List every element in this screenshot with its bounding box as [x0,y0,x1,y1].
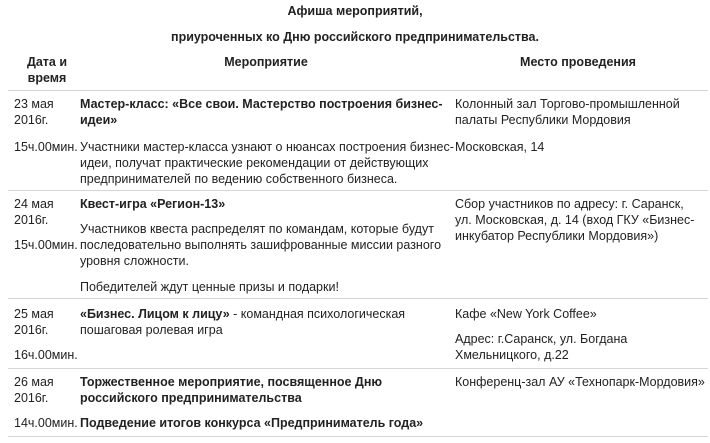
row-place: инкубатор Республики Мордовия») [455,229,659,243]
row-title: Торжественное мероприятие, посвященное Дню [80,375,383,389]
row-title [80,306,405,322]
row-title-bold: «Бизнес. Лицом к лицу» [80,307,230,321]
row-date: 23 мая [14,97,54,111]
row-title: Квест-игра «Регион-13» [80,197,226,211]
row-date: 24 мая [14,197,54,211]
row-desc: пошаговая ролевая игра [80,323,223,337]
row-desc: идеи, получат практические рекомендации от действующих [80,156,429,170]
row-title-cont: идеи» [80,113,118,127]
row-place: ул. Московская, д. 14 (вход ГКУ «Бизнес- [455,213,695,227]
doc-title-line1: Афиша мероприятий, [287,4,423,18]
header-date-line1: Дата и [26,55,68,69]
row-desc: уровня сложности. [80,254,189,268]
row-date: 25 мая [14,307,54,321]
row-time: 16ч.00мин. [14,348,78,362]
row-title: Мастер-класс: «Все свои. Мастерство построения бизнес- [80,97,443,111]
row-year: 2016г. [14,213,49,227]
row-divider [8,298,708,299]
row-place-address: Хмельницкого, д.22 [455,348,569,362]
row-time: 15ч.00мин. [14,238,78,252]
header-event: Мероприятие [224,55,308,69]
row-desc: предпринимателей по ведению собственного бизнеса. [80,172,398,186]
row-year: 2016г. [14,113,49,127]
row-year: 2016г. [14,323,49,337]
doc-title-line2: приуроченных ко Дню российского предпринимательства. [171,30,539,44]
row-date: 26 мая [14,375,54,389]
row-divider [8,436,708,437]
row-place-address: Адрес: г.Саранск, ул. Богдана [455,332,628,346]
row-place: Кафе «New York Coffee» [455,307,597,321]
row-desc: Участники мастер-класса узнают о нюансах построения бизнес- [80,140,454,154]
row-desc: последовательно выполнять зашифрованные миссии разного [80,238,442,252]
row-time: 15ч.00мин. [14,140,78,154]
header-date-line2: время [27,71,67,85]
header-place: Место проведения [520,55,636,69]
row-place: палаты Республики Мордовия [455,113,631,127]
row-desc-prizes: Победителей ждут ценные призы и подарки! [80,280,339,294]
row-place: Сбор участников по адресу: г. Саранск, [455,197,684,211]
header-divider [8,90,708,91]
row-divider [8,368,708,369]
row-subtitle: Подведение итогов конкурса «Предприниматель года» [80,416,424,430]
row-title-cont: российского предпринимательства [80,391,302,405]
row-place: Колонный зал Торгово-промышленной [455,97,680,111]
row-desc: Участников квеста распределят по командам, которые будут [80,222,434,236]
row-place: Конференц-зал АУ «Технопарк-Мордовия» [455,375,705,389]
row-title-rest: - командная психологическая [229,307,406,321]
row-divider [8,190,708,191]
row-year: 2016г. [14,391,49,405]
row-place-address: Московская, 14 [455,140,545,154]
row-time: 14ч.00мин. [14,416,78,430]
